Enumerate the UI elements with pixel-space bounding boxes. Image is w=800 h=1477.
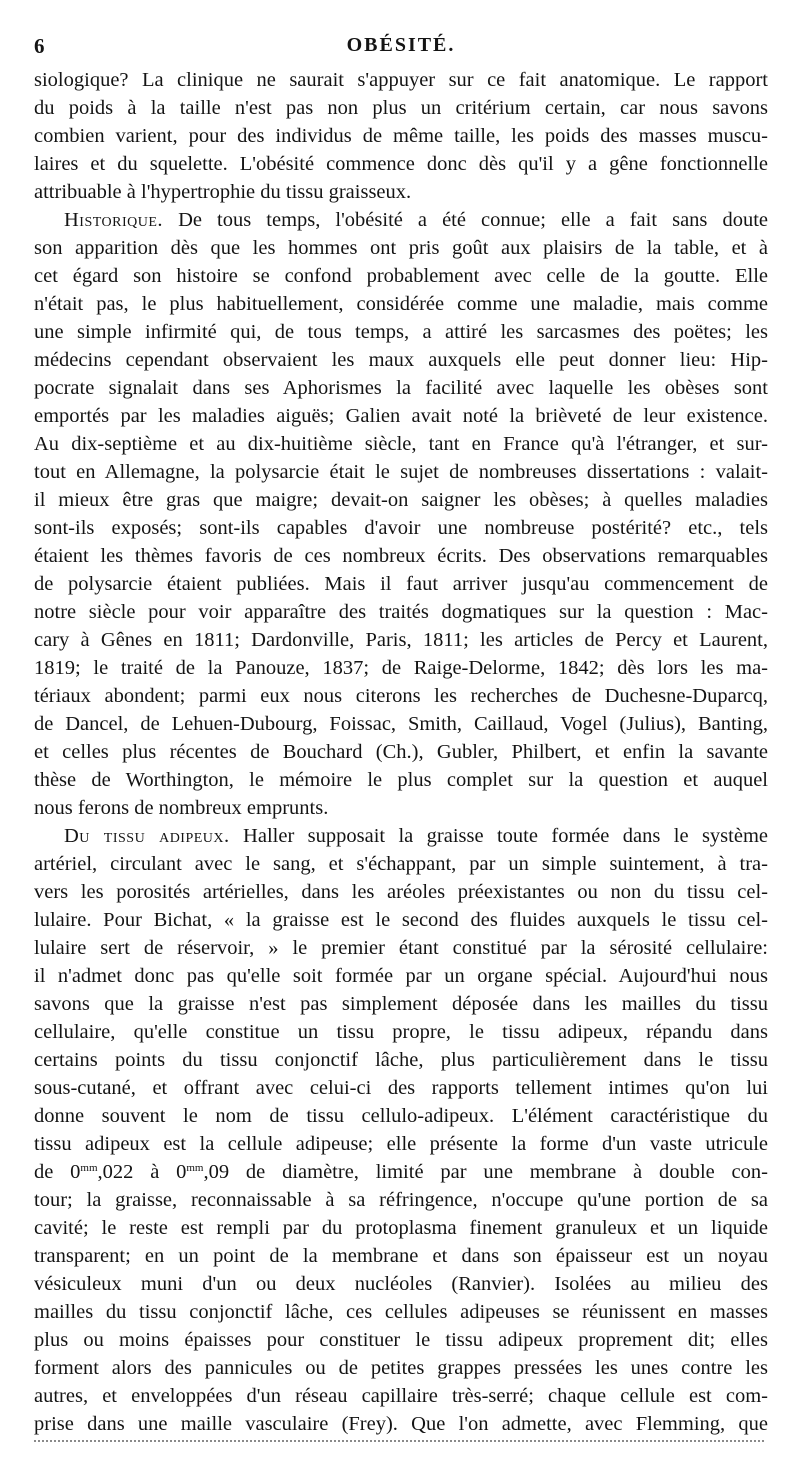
text-line: tout en Allemagne, la polysarcie était le sujet de nombreuses dissertations : valait- [34,461,768,483]
measurement-line [34,1158,768,1186]
text-line: une simple infirmité qui, de tous temps, a attiré les sarcasmes des poëtes; les [34,321,768,343]
text-line: mailles du tissu conjonctif lâche, ces cellules adipeuses se réunissent en masses [34,1301,768,1323]
text-line: tissu adipeux est la cellule adipeuse; elle présente la forme d'un vaste utricule [34,1133,768,1155]
page-number: 6 [34,34,45,58]
text-line: emportés par les maladies aiguës; Galien avait noté la brièveté de leur existence. [34,405,768,427]
paragraph-first-line [34,206,768,234]
text-line: sous-cutané, et offrant avec celui-ci des rapports tellement intimes qu'on lui [34,1077,768,1099]
unit-superscript: mm [80,1162,98,1174]
text-line: lulaire sert de réservoir, » le premier étant constitué par la sérosité cellulaire: [34,937,768,959]
text-line: vésiculeux muni d'un ou deux nucléoles (Ranvier). Isolées au milieu des [34,1273,768,1295]
text-span: Haller supposait la graisse toute formée dans le système [243,825,768,847]
text-line: nous ferons de nombreux emprunts. [34,797,329,819]
running-title: OBÉSITÉ. [346,34,456,56]
text-line: plus ou moins épaisses pour constituer le tissu adipeux proprement dit; elles [34,1329,768,1351]
text-line: 1819; le traité de la Panouze, 1837; de Raige-Delorme, 1842; dès lors les ma- [34,657,768,679]
page-header [34,34,768,60]
text-line: cary à Gênes en 1811; Dardonville, Paris, 1811; les articles de Percy et Laurent, [34,629,768,651]
text-line: étaient les thèmes favoris de ces nombreux écrits. Des observations remarquables [34,545,768,567]
text-line: siologique? La clinique ne saurait s'appuyer sur ce fait anatomique. Le rapport [34,69,768,91]
text-line: de polysarcie étaient publiées. Mais il faut arriver jusqu'au commencement de [34,573,768,595]
text-line: notre siècle pour voir apparaître des traités dogmatiques sur la question : Mac- [34,601,768,623]
text-line: transparent; en un point de la membrane et dans son épaisseur est un noyau [34,1245,768,1267]
text-line: combien varient, pour des individus de même taille, les poids des masses muscu- [34,125,768,147]
text-line: et celles plus récentes de Bouchard (Ch.), Gubler, Philbert, et enfin la savante [34,741,768,763]
text-line: cavité; le reste est rempli par du protoplasma finement granuleux et un liquide [34,1217,768,1239]
text-line: autres, et enveloppées d'un réseau capillaire très-serré; chaque cellule est com- [34,1385,768,1407]
text-line: tériaux abondent; parmi eux nous citerons les recherches de Duchesne-Duparcq, [34,685,768,707]
text-line: lulaire. Pour Bichat, « la graisse est le second des fluides auxquels le tissu cel- [34,909,768,931]
text-line: thèse de Worthington, le mémoire le plus complet sur la question et auquel [34,769,768,791]
text-line: laires et du squelette. L'obésité commence donc dès qu'il y a gêne fonctionnelle [34,153,768,175]
text-line: certains points du tissu conjonctif lâche, plus particulièrement dans le tissu [34,1049,768,1071]
section-heading-tissu-adipeux: Du tissu adipeux. [64,825,230,847]
text-line: donne souvent le nom de tissu cellulo-adipeux. L'élément caractéristique du [34,1105,768,1127]
text-line: il n'admet donc pas qu'elle soit formée par un organe spécial. Aujourd'hui nous [34,965,768,987]
text-line: attribuable à l'hypertrophie du tissu graisseux. [34,181,412,203]
text-line: cellulaire, qu'elle constitue un tissu propre, le tissu adipeux, répandu dans [34,1021,768,1043]
text-line: il mieux être gras que maigre; devait-on saigner les obèses; à quelles maladies [34,489,768,511]
unit-superscript: mm [186,1162,204,1174]
text-line: artériel, circulant avec le sang, et s'échappant, par un simple suintement, à tra- [34,853,768,875]
text-line: du poids à la taille n'est pas non plus un critérium certain, car nous savons [34,97,768,119]
text-span: ,022 à 0 [97,1161,187,1183]
text-line: forment alors des pannicules ou de petites grappes pressées les unes contre les [34,1357,768,1379]
footer-dotted-rule [34,1440,764,1442]
text-line: médecins cependant observaient les maux auxquels elle peut donner lieu: Hip- [34,349,768,371]
text-line: de Dancel, de Lehuen-Dubourg, Foissac, Smith, Caillaud, Vogel (Julius), Banting, [34,713,768,735]
text-span: de 0 [34,1161,81,1183]
text-line: son apparition dès que les hommes ont pris goût aux plaisirs de la table, et à [34,237,768,259]
section-heading-historique: Historique. [64,209,164,231]
paragraph-first-line [34,822,768,850]
text-line: vers les porosités artérielles, dans les aréoles préexistantes ou non du tissu cel- [34,881,768,903]
text-span: De tous temps, l'obésité a été connue; elle a fait sans doute [178,209,768,231]
text-line: prise dans une maille vasculaire (Frey). Que l'on admette, avec Flemming, que [34,1413,768,1435]
text-line: sont-ils exposés; sont-ils capables d'avoir une nombreuse postérité? etc., tels [34,517,768,539]
text-line: Au dix-septième et au dix-huitième siècle, tant en France qu'à l'étranger, et sur- [34,433,768,455]
text-line: cet égard son histoire se confond probablement avec celle de la goutte. Elle [34,265,768,287]
text-line: savons que la graisse n'est pas simplement déposée dans les mailles du tissu [34,993,768,1015]
text-line: n'était pas, le plus habituellement, considérée comme une maladie, mais comme [34,293,768,315]
text-span: ,09 de diamètre, limité par une membrane à double con- [203,1161,768,1183]
text-line: pocrate signalait dans ses Aphorismes la facilité avec laquelle les obèses sont [34,377,768,399]
text-line: tour; la graisse, reconnaissable à sa réfringence, n'occupe qu'une portion de sa [34,1189,768,1211]
